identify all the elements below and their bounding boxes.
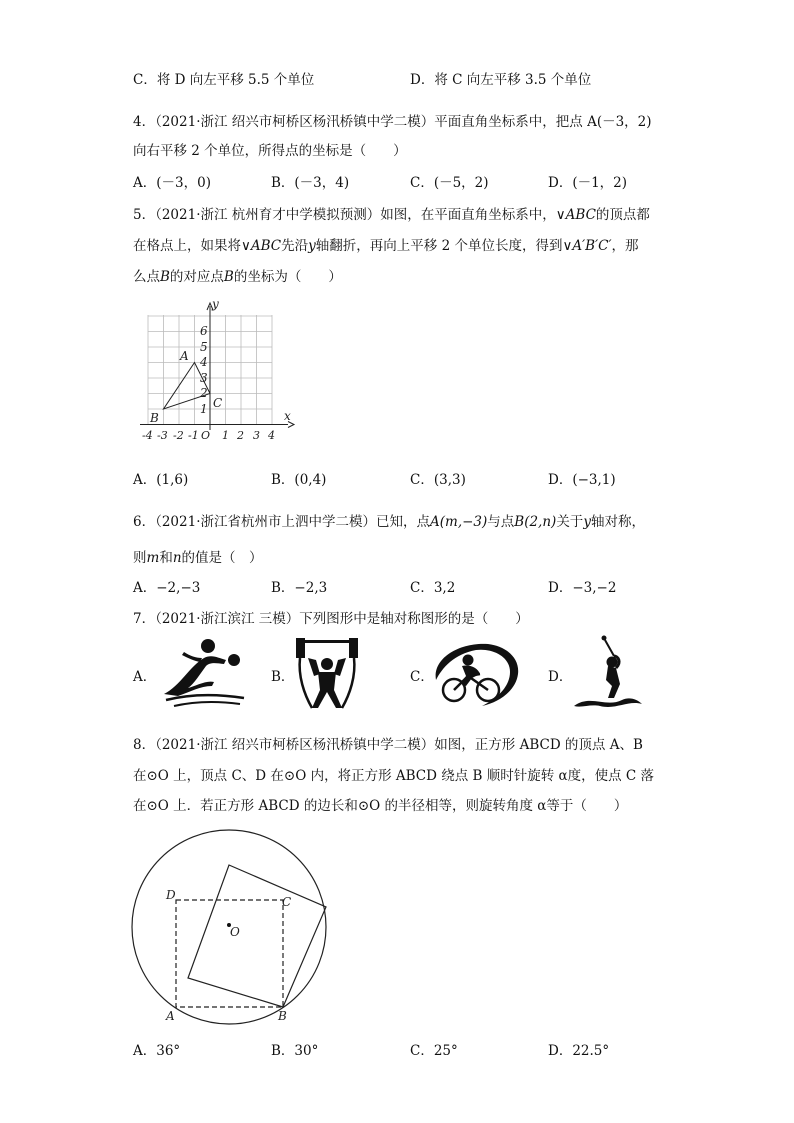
q4-option-b: B．(－3，4) [271, 175, 350, 191]
y-tick: 4 [200, 355, 208, 369]
q8-circle-square-figure [132, 826, 336, 1026]
x-tick: 3 [253, 429, 260, 442]
q4-stem-line1: 4．（2021·浙江 绍兴市柯桥区杨汛桥镇中学二模）平面直角坐标系中，把点 A(－3，2) [133, 114, 652, 130]
y-tick: 5 [200, 340, 208, 354]
volleyball-player-icon [160, 636, 250, 708]
label-b: B [278, 1009, 287, 1023]
q6-option-d: D．−3,−2 [548, 580, 617, 596]
golfer-icon [572, 634, 644, 710]
q5-option-c: C．(3,3) [410, 472, 466, 488]
q8-option-d: D．22.5° [548, 1043, 610, 1059]
label-d: D [166, 888, 176, 902]
y-tick: 3 [200, 371, 208, 385]
q6-option-a: A．−2,−3 [133, 580, 201, 596]
q7-stem-line1: 7．（2021·浙江滨江 三模）下列图形中是轴对称图形的是（ ） [133, 611, 529, 627]
q5-option-d: D．(−3,1) [548, 472, 616, 488]
q4-option-c: C．(－5，2) [410, 175, 489, 191]
x-tick: -3 [157, 429, 168, 442]
y-axis-label: y [212, 297, 219, 311]
q5-stem-line3: 么点B的对应点B的坐标为（ ） [133, 269, 342, 285]
point-a-label: A [180, 349, 189, 363]
q4-option-d: D．(－1，2) [548, 175, 628, 191]
q8-stem-line2: 在⊙O 上，顶点 C、D 在⊙O 内，将正方形 ABCD 绕点 B 顺时针旋转 α度，使点 C 落 [133, 768, 655, 784]
x-axis-label: x [284, 409, 291, 423]
q3-option-c: C．将 D 向左平移 5.5 个单位 [133, 72, 315, 88]
q6-stem-line2: 则m和n的值是（ ） [133, 550, 263, 566]
q8-option-b: B．30° [271, 1043, 319, 1059]
q5-option-a: A．(1,6) [133, 472, 189, 488]
q4-option-a: A．(－3，0) [133, 175, 211, 191]
q6-option-c: C．3,2 [410, 580, 456, 596]
x-tick: -1 [188, 429, 199, 442]
q3-option-d: D．将 C 向左平移 3.5 个单位 [410, 72, 592, 88]
q5-stem-line1: 5．（2021·浙江 杭州育才中学模拟预测）如图，在平面直角坐标系中，∨ABC的顶点都 [133, 207, 650, 223]
x-tick: 2 [237, 429, 244, 442]
q7-option-c-label: C． [410, 669, 434, 685]
q8-option-c: C．25° [410, 1043, 458, 1059]
q6-option-b: B．−2,3 [271, 580, 328, 596]
label-o: O [230, 925, 240, 939]
q7-option-d-label: D． [548, 669, 573, 685]
q5-option-b: B．(0,4) [271, 472, 327, 488]
label-c: C [282, 895, 292, 909]
x-tick: -4 [142, 429, 153, 442]
x-tick: 4 [268, 429, 275, 442]
origin-label: O [201, 429, 211, 442]
y-tick: 2 [200, 386, 208, 400]
q7-option-a-label: A． [133, 669, 157, 685]
rotated-square [188, 865, 326, 1007]
x-tick: -2 [173, 429, 184, 442]
q5-stem-line2: 在格点上，如果将∨ABC先沿y轴翻折，再向上平移 2 个单位长度，得到∨A′B′C′，那 [133, 238, 639, 254]
q7-option-b-label: B． [271, 669, 295, 685]
cyclist-icon [432, 640, 524, 710]
q6-stem-line1: 6．（2021·浙江省杭州市上泗中学二模）已知，点A(m,−3)与点B(2,n)关于y轴对称， [133, 514, 645, 530]
q8-stem-line1: 8．（2021·浙江 绍兴市柯桥区杨汛桥镇中学二模）如图，正方形 ABCD 的顶点 A、B [133, 737, 643, 753]
x-tick: 1 [222, 429, 229, 442]
triangle-abc: ∨ABC [555, 207, 596, 223]
q5-coordinate-graph [140, 297, 300, 450]
q8-stem-line3: 在⊙O 上．若正方形 ABCD 的边长和⊙O 的半径相等，则旋转角度 α等于（ ） [133, 798, 628, 814]
weightlifter-icon [296, 636, 358, 710]
q8-option-a: A．36° [133, 1043, 181, 1059]
q4-stem-line2: 向右平移 2 个单位，所得点的坐标是（ ） [133, 143, 407, 159]
y-tick: 1 [200, 402, 208, 416]
y-tick: 6 [200, 324, 208, 338]
point-c-label: C [213, 396, 223, 410]
point-b-label: B [150, 411, 159, 425]
label-a: A [166, 1009, 175, 1023]
